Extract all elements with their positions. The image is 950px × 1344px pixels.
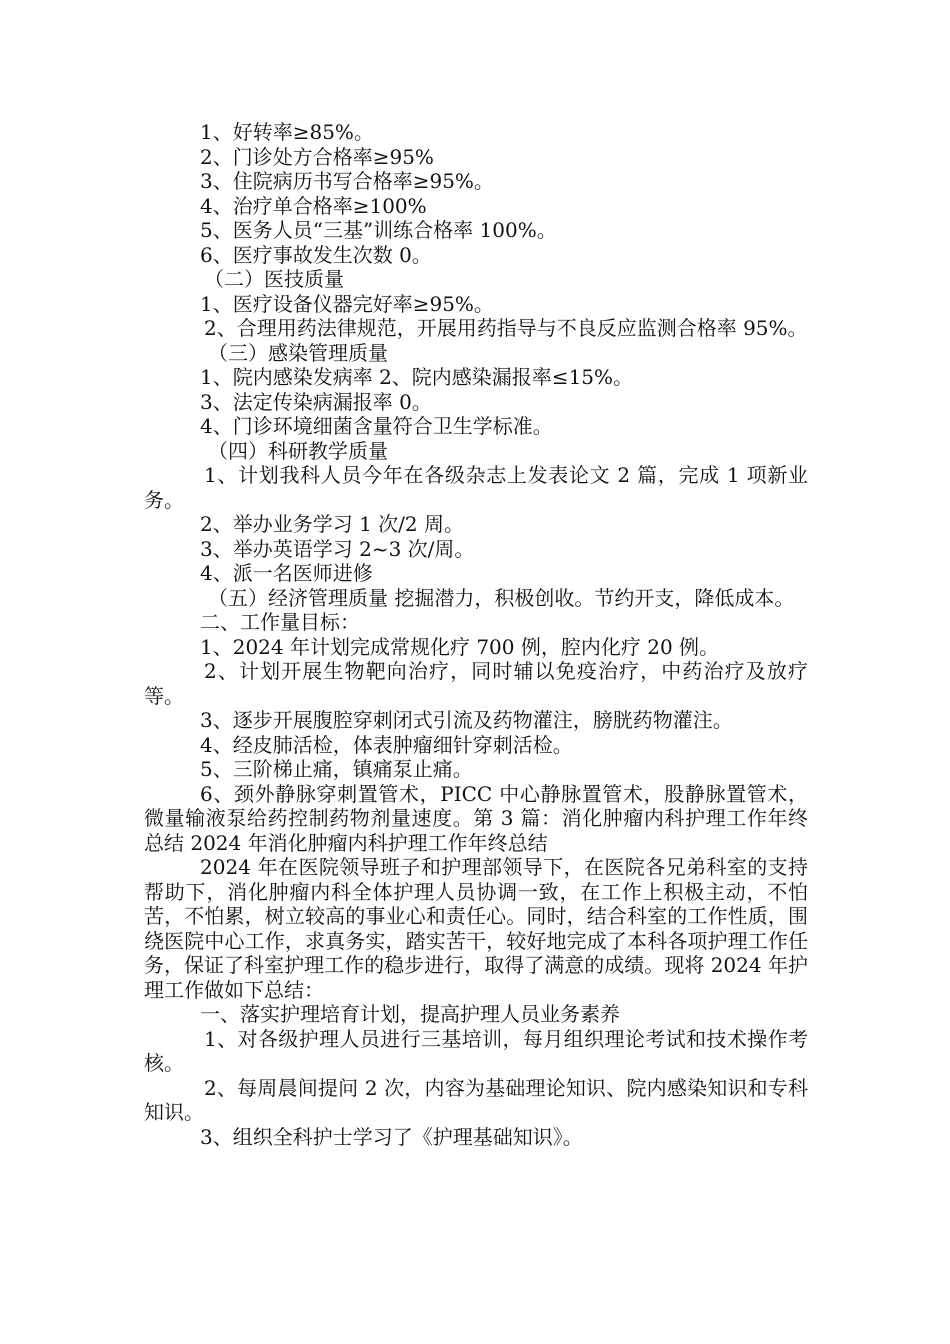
paragraph: 4、门诊环境细菌含量符合卫生学标准。 xyxy=(200,414,553,438)
document-body xyxy=(144,120,808,1149)
paragraph: 3、住院病历书写合格率≥95%。 xyxy=(200,169,494,193)
paragraph: 4、治疗单合格率≥100% xyxy=(200,193,427,218)
section-heading: 二、工作量目标： xyxy=(200,610,360,634)
paragraph: 3、组织全科护士学习了《护理基础知识》。 xyxy=(200,1124,583,1149)
paragraph: 4、派一名医师进修 xyxy=(200,561,373,585)
paragraph: 2、门诊处方合格率≥95% xyxy=(200,144,434,169)
paragraph: 2、举办业务学习 1 次/2 周。 xyxy=(200,512,464,536)
paragraph: 6、颈外静脉穿刺置管术，PICC 中心静脉置管术，股静脉置管术，微量输液泵给药控制药物剂量速度。第 3 篇：消化肿瘤内科护理工作年终总结 2024 年消化肿瘤内科护理工作年终总结 xyxy=(144,781,808,855)
paragraph: 4、经皮肺活检，体表肿瘤细针穿刺活检。 xyxy=(200,732,573,757)
section-heading: （二）医技质量 xyxy=(204,267,344,291)
section-heading: （四）科研教学质量 xyxy=(208,438,388,463)
paragraph: 1、好转率≥85%。 xyxy=(200,120,374,144)
paragraph: 2024 年在医院领导班子和护理部领导下，在医院各兄弟科室的支持帮助下，消化肿瘤内科全体护理人员协调一致，在工作上积极主动，不怕苦，不怕累，树立较高的事业心和责任心。同时，结合科室的工作性质，围绕医院中心工作，求真务实，踏实苦干，较好地完成了本科各项护理工作任务，保证了科室护理工作的稳步进行，取得了满意的成绩。现将 2024 年护理工作做如下总结： xyxy=(144,855,808,1002)
paragraph: 3、逐步开展腹腔穿刺闭式引流及药物灌注，膀胱药物灌注。 xyxy=(200,708,733,732)
paragraph: 5、三阶梯止痛，镇痛泵止痛。 xyxy=(200,757,473,781)
paragraph: 1、2024 年计划完成常规化疗 700 例，腔内化疗 20 例。 xyxy=(200,634,720,659)
paragraph: 3、举办英语学习 2~3 次/周。 xyxy=(200,536,475,561)
paragraph: 1、院内感染发病率 2、院内感染漏报率≤15%。 xyxy=(200,365,634,389)
paragraph: 1、计划我科人员今年在各级杂志上发表论文 2 篇，完成 1 项新业务。 xyxy=(144,463,808,512)
paragraph: 5、医务人员“三基”训练合格率 100%。 xyxy=(200,218,557,242)
paragraph: 1、医疗设备仪器完好率≥95%。 xyxy=(200,291,494,316)
paragraph: 2、每周晨间提问 2 次，内容为基础理论知识、院内感染知识和专科知识。 xyxy=(144,1075,808,1124)
paragraph: 2、合理用药法律规范，开展用药指导与不良反应监测合格率 95%。 xyxy=(204,316,808,340)
paragraph: 2、计划开展生物靶向治疗，同时辅以免疫治疗，中药治疗及放疗等。 xyxy=(144,659,808,708)
paragraph: 1、对各级护理人员进行三基培训，每月组织理论考试和技术操作考核。 xyxy=(144,1026,808,1075)
section-heading: （三）感染管理质量 xyxy=(208,340,388,365)
section-heading: 一、落实护理培育计划，提高护理人员业务素养 xyxy=(200,1002,620,1026)
paragraph: 6、医疗事故发生次数 0。 xyxy=(200,242,432,267)
section-heading: （五）经济管理质量 挖掘潜力，积极创收。节约开支，降低成本。 xyxy=(208,585,795,610)
paragraph: 3、法定传染病漏报率 0。 xyxy=(200,389,432,414)
